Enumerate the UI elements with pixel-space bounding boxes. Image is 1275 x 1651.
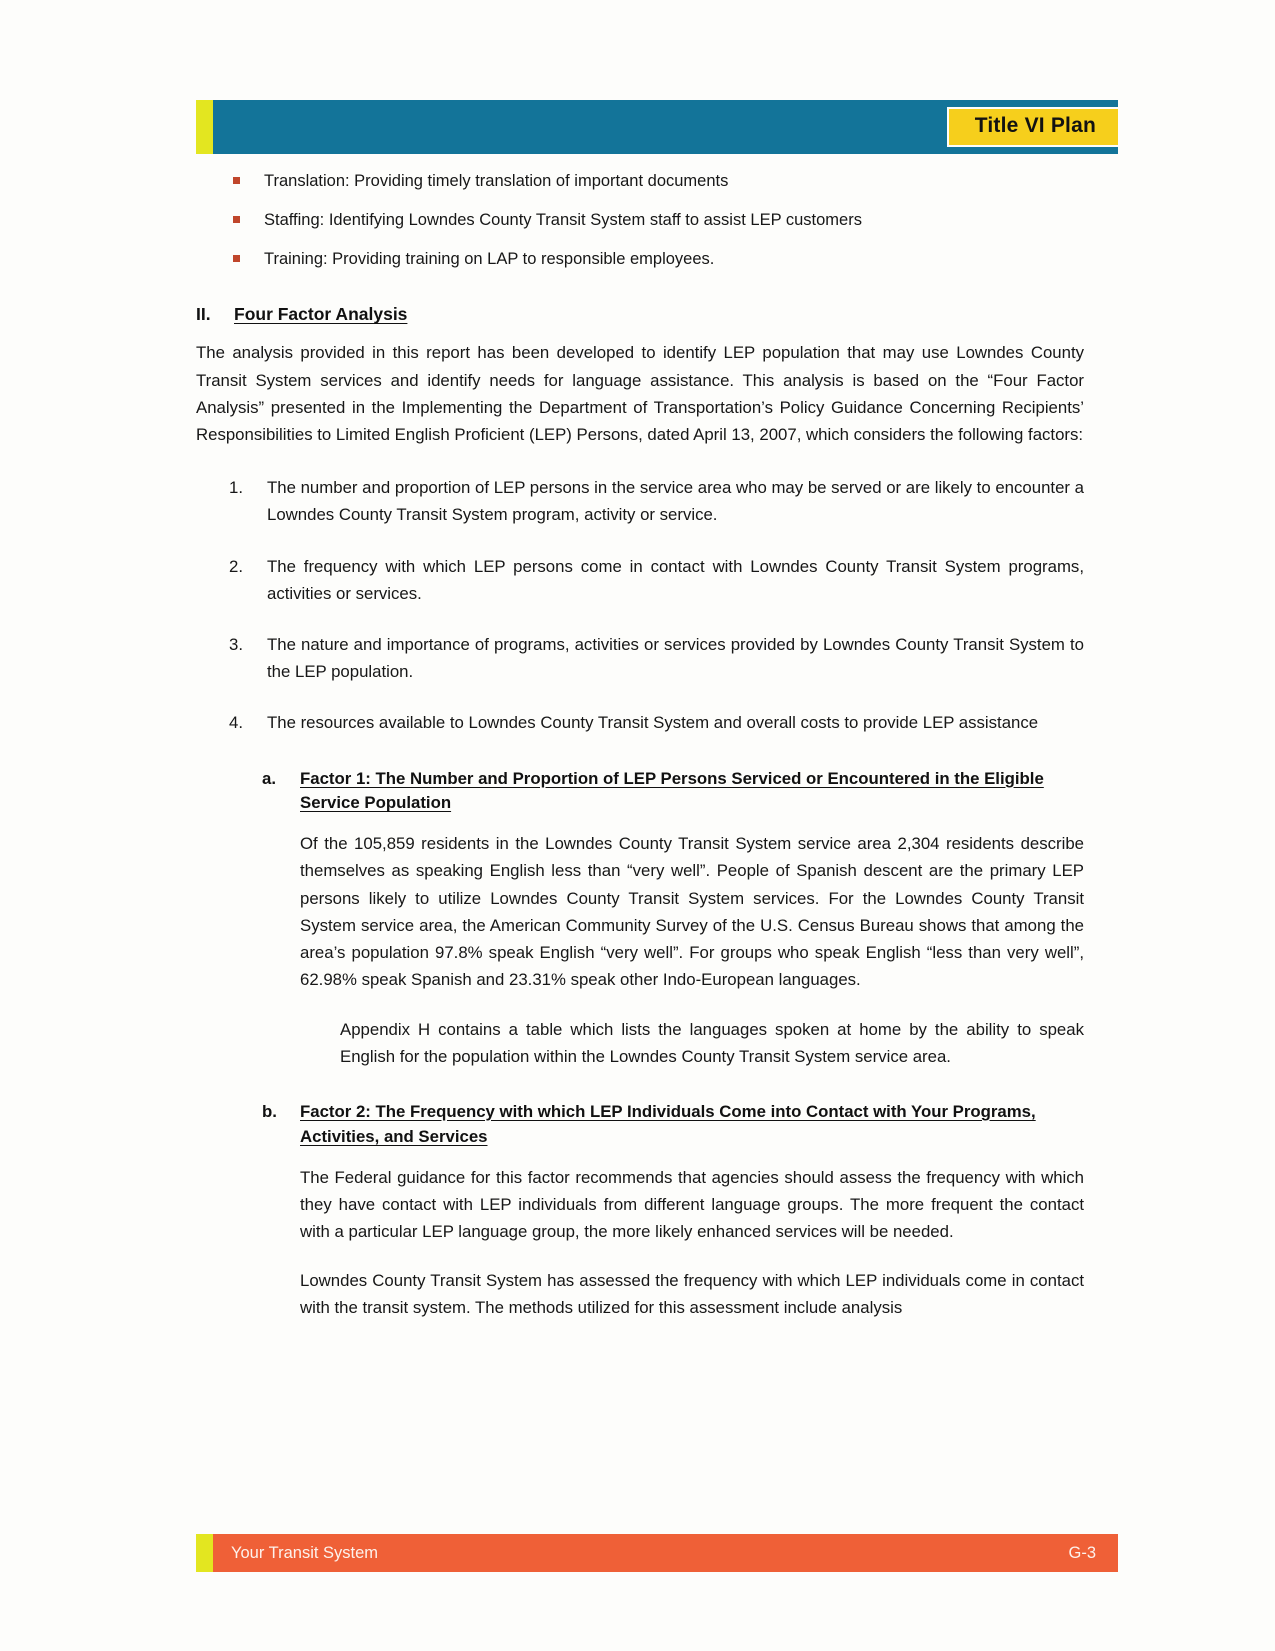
- factor-1-block: [196, 767, 1084, 1070]
- factor-1-heading-text: Factor 1: The Number and Proportion of LEP Persons Serviced or Encountered in the Eligible Service Population: [300, 768, 1044, 813]
- list-item-text: The frequency with which LEP persons come in contact with Lowndes County Transit System programs, activities or services.: [267, 556, 1084, 603]
- factor-1-heading: [262, 767, 1084, 817]
- list-marker: 1.: [229, 478, 243, 498]
- list-marker: 3.: [229, 634, 243, 654]
- header-blue-bar: [213, 100, 1118, 154]
- factor-2-paragraph-1: The Federal guidance for this factor recommends that agencies should assess the frequency with which they have contact with LEP individuals from different language groups. The more frequent the contact with a particular LEP language group, the more likely enhanced services will be needed.: [300, 1167, 1084, 1242]
- list-item-text: The nature and importance of programs, activities or services provided by Lowndes County Transit System to the LEP population.: [267, 634, 1084, 682]
- list-item: [196, 209, 1084, 231]
- section-number: II.: [196, 304, 211, 325]
- list-item: [196, 631, 1084, 685]
- bullet-text: Staffing: Identifying Lowndes County Transit System staff to assist LEP customers: [264, 211, 862, 230]
- document-body: [196, 170, 1084, 1338]
- square-bullet-icon: [233, 255, 240, 262]
- footer-agency-label: Your Transit System: [231, 1543, 379, 1562]
- list-item: [196, 553, 1084, 607]
- page-header-banner: [196, 100, 1118, 154]
- section-title: Four Factor Analysis: [234, 304, 408, 325]
- alpha-marker: a.: [262, 768, 276, 788]
- factor-2-heading-text: Factor 2: The Frequency with which LEP Individuals Come into Contact with Your Programs, Activities, and Services: [300, 1101, 1036, 1146]
- bullet-text: Translation: Providing timely translation of important documents: [264, 172, 729, 190]
- section-heading: [196, 304, 1084, 325]
- square-bullet-icon: [233, 177, 240, 184]
- list-item: [196, 709, 1084, 736]
- four-factor-list: [196, 474, 1084, 736]
- factor-2-heading: [262, 1100, 1084, 1150]
- square-bullet-icon: [233, 216, 240, 223]
- page-number: G-3: [1068, 1543, 1096, 1562]
- list-item: [196, 474, 1084, 528]
- footer-orange-bar: [213, 1534, 1118, 1572]
- header-title-chip: Title VI Plan: [949, 109, 1118, 144]
- alpha-marker: b.: [262, 1101, 277, 1121]
- top-bullet-list: [196, 170, 1084, 270]
- page-footer-banner: [196, 1534, 1118, 1572]
- list-item-text: The resources available to Lowndes County Transit System and overall costs to provide LEP assistance: [267, 713, 1039, 733]
- list-item: [196, 170, 1084, 192]
- factor-2-block: [196, 1100, 1084, 1322]
- list-item: [196, 248, 1084, 270]
- factor-1-paragraph-1: Of the 105,859 residents in the Lowndes County Transit System service area 2,304 residents describe themselves as speaking English less than “very well”. People of Spanish descent are the primary LEP persons likely to utilize Lowndes County Transit System services. For the Lowndes County Transit System service area, the American Community Survey of the U.S. Census Bureau shows that among the area’s population 97.8% speak English “very well”. For groups who speak English “less than very well”, 62.98% speak Spanish and 23.31% speak other Indo-European languages.: [300, 834, 1084, 990]
- list-marker: 2.: [229, 556, 243, 576]
- list-marker: 4.: [229, 713, 243, 733]
- list-item-text: The number and proportion of LEP persons in the service area who may be served or are likely to encounter a Lowndes County Transit System program, activity or service.: [267, 478, 1084, 525]
- footer-yellow-accent: [196, 1534, 213, 1572]
- section-intro-paragraph: The analysis provided in this report has been developed to identify LEP population that may use Lowndes County Transit System services and identify needs for language assistance. This analysis is based on the “Four Factor Analysis” presented in the Implementing the Department of Transportation’s Policy Guidance Concerning Recipients’ Responsibilities to Limited English Proficient (LEP) Persons, dated April 13, 2007, which considers the following factors:: [196, 343, 1084, 444]
- factor-2-paragraph-2: Lowndes County Transit System has assessed the frequency with which LEP individuals come in contact with the transit system. The methods utilized for this assessment include analysis: [300, 1271, 1084, 1318]
- bullet-text: Training: Providing training on LAP to responsible employees.: [264, 250, 715, 269]
- header-yellow-accent: [196, 100, 213, 154]
- factor-1-paragraph-2: Appendix H contains a table which lists the languages spoken at home by the ability to speak English for the population within the Lowndes County Transit System service area.: [340, 1019, 1084, 1066]
